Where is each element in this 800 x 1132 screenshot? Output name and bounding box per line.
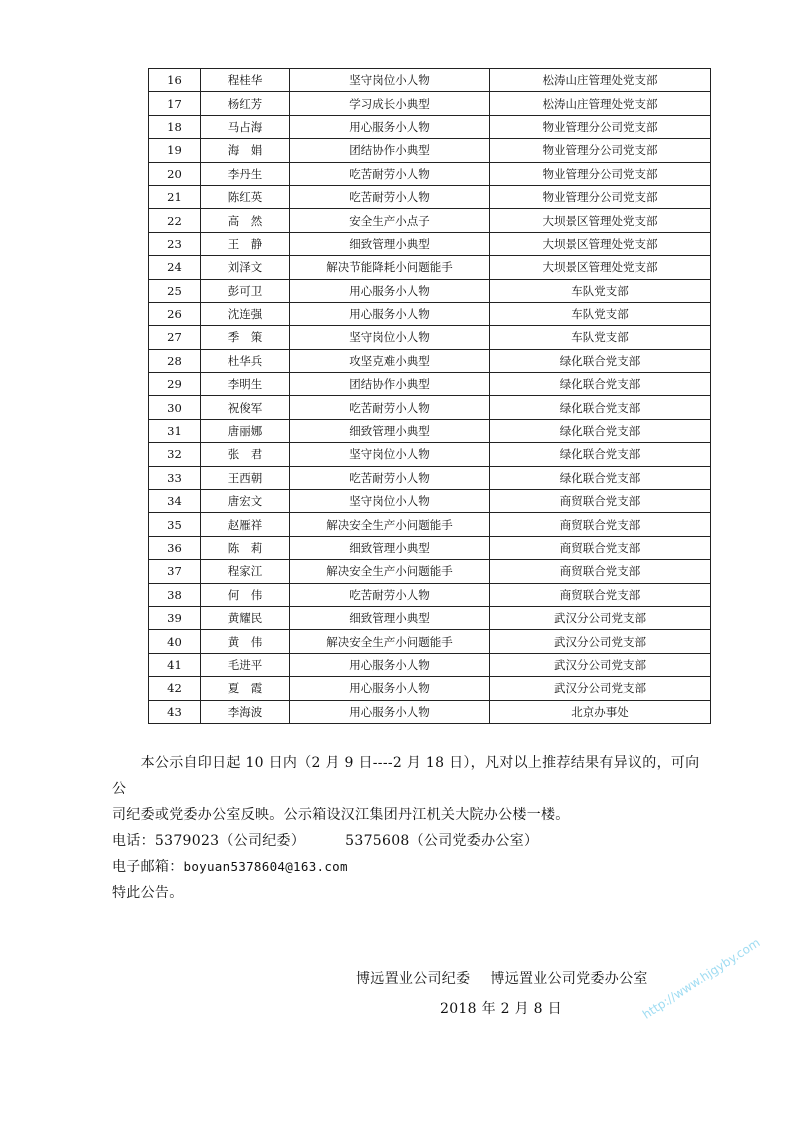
party-branch-cell: 北京办事处 (490, 700, 711, 723)
person-name-cell: 毛进平 (201, 653, 290, 676)
award-category-cell: 细致管理小典型 (290, 536, 490, 559)
party-branch-cell: 松涛山庄管理处党支部 (490, 92, 711, 115)
party-branch-cell: 商贸联合党支部 (490, 560, 711, 583)
person-name-cell: 黄 伟 (201, 630, 290, 653)
signature-discipline-committee: 博远置业公司纪委 (356, 971, 471, 987)
person-name-cell: 海 娟 (201, 139, 290, 162)
award-category-cell: 细致管理小典型 (290, 606, 490, 629)
row-number-cell: 38 (149, 583, 201, 606)
award-category-cell: 团结协作小典型 (290, 373, 490, 396)
row-number-cell: 34 (149, 490, 201, 513)
person-name-cell: 程桂华 (201, 69, 290, 92)
notice-line-2: 司纪委或党委办公室反映。公示箱设汉江集团丹江机关大院办公楼一楼。 (112, 807, 570, 823)
row-number-cell: 28 (149, 349, 201, 372)
person-name-cell: 唐宏文 (201, 490, 290, 513)
row-number-cell: 18 (149, 115, 201, 138)
person-name-cell: 杜华兵 (201, 349, 290, 372)
row-number-cell: 37 (149, 560, 201, 583)
table-row (149, 560, 711, 583)
table-row (149, 185, 711, 208)
row-number-cell: 17 (149, 92, 201, 115)
person-name-cell: 刘泽文 (201, 256, 290, 279)
signature-line (356, 968, 648, 988)
party-branch-cell: 商贸联合党支部 (490, 513, 711, 536)
award-category-cell: 吃苦耐劳小人物 (290, 162, 490, 185)
row-number-cell: 32 (149, 443, 201, 466)
table-row (149, 700, 711, 723)
person-name-cell: 马占海 (201, 115, 290, 138)
email-line (112, 854, 712, 880)
table-row (149, 139, 711, 162)
table-row (149, 396, 711, 419)
table-row (149, 326, 711, 349)
email-label: 电子邮箱： (112, 859, 184, 875)
award-category-cell: 学习成长小典型 (290, 92, 490, 115)
award-category-cell: 用心服务小人物 (290, 677, 490, 700)
site-watermark: http://www.hjgyby.com (640, 935, 763, 1022)
table-row (149, 583, 711, 606)
party-branch-cell: 大坝景区管理处党支部 (490, 256, 711, 279)
row-number-cell: 26 (149, 302, 201, 325)
party-branch-cell: 商贸联合党支部 (490, 536, 711, 559)
person-name-cell: 李丹生 (201, 162, 290, 185)
row-number-cell: 16 (149, 69, 201, 92)
row-number-cell: 23 (149, 232, 201, 255)
table-row (149, 536, 711, 559)
table-row (149, 162, 711, 185)
award-category-cell: 用心服务小人物 (290, 302, 490, 325)
recommendation-table (148, 68, 711, 724)
party-branch-cell: 商贸联合党支部 (490, 583, 711, 606)
party-branch-cell: 绿化联合党支部 (490, 373, 711, 396)
party-branch-cell: 松涛山庄管理处党支部 (490, 69, 711, 92)
party-branch-cell: 商贸联合党支部 (490, 490, 711, 513)
table-body (149, 69, 711, 724)
person-name-cell: 唐丽娜 (201, 419, 290, 442)
table-row (149, 443, 711, 466)
party-branch-cell: 车队党支部 (490, 326, 711, 349)
row-number-cell: 35 (149, 513, 201, 536)
award-category-cell: 解决安全生产小问题能手 (290, 630, 490, 653)
person-name-cell: 彭可卫 (201, 279, 290, 302)
party-branch-cell: 武汉分公司党支部 (490, 677, 711, 700)
table-row (149, 349, 711, 372)
row-number-cell: 39 (149, 606, 201, 629)
award-category-cell: 用心服务小人物 (290, 700, 490, 723)
table-row (149, 302, 711, 325)
phone-line (112, 828, 712, 854)
row-number-cell: 36 (149, 536, 201, 559)
table-row (149, 653, 711, 676)
award-category-cell: 安全生产小点子 (290, 209, 490, 232)
party-branch-cell: 绿化联合党支部 (490, 349, 711, 372)
award-category-cell: 用心服务小人物 (290, 115, 490, 138)
table-row (149, 69, 711, 92)
person-name-cell: 赵雁祥 (201, 513, 290, 536)
party-branch-cell: 物业管理分公司党支部 (490, 115, 711, 138)
person-name-cell: 王西朝 (201, 466, 290, 489)
award-category-cell: 细致管理小典型 (290, 232, 490, 255)
person-name-cell: 李海波 (201, 700, 290, 723)
table-row (149, 677, 711, 700)
award-category-cell: 解决节能降耗小问题能手 (290, 256, 490, 279)
person-name-cell: 杨红芳 (201, 92, 290, 115)
person-name-cell: 张 君 (201, 443, 290, 466)
party-branch-cell: 武汉分公司党支部 (490, 653, 711, 676)
person-name-cell: 何 伟 (201, 583, 290, 606)
party-branch-cell: 武汉分公司党支部 (490, 630, 711, 653)
party-branch-cell: 车队党支部 (490, 302, 711, 325)
person-name-cell: 黄耀民 (201, 606, 290, 629)
party-branch-cell: 大坝景区管理处党支部 (490, 209, 711, 232)
table-row (149, 256, 711, 279)
table-row (149, 490, 711, 513)
table-row (149, 419, 711, 442)
party-branch-cell: 大坝景区管理处党支部 (490, 232, 711, 255)
issue-date: 2018 年 2 月 8 日 (440, 1001, 562, 1017)
award-category-cell: 坚守岗位小人物 (290, 69, 490, 92)
party-branch-cell: 绿化联合党支部 (490, 443, 711, 466)
notice-text (112, 750, 712, 906)
row-number-cell: 21 (149, 185, 201, 208)
row-number-cell: 40 (149, 630, 201, 653)
award-category-cell: 坚守岗位小人物 (290, 443, 490, 466)
table-row (149, 630, 711, 653)
table-row (149, 466, 711, 489)
email-address: boyuan5378604@163.com (183, 859, 348, 874)
award-category-cell: 攻坚克难小典型 (290, 349, 490, 372)
award-category-cell: 用心服务小人物 (290, 653, 490, 676)
signature-party-office: 博远置业公司党委办公室 (490, 971, 648, 987)
person-name-cell: 王 静 (201, 232, 290, 255)
table-row (149, 92, 711, 115)
row-number-cell: 33 (149, 466, 201, 489)
table-row (149, 373, 711, 396)
party-branch-cell: 物业管理分公司党支部 (490, 185, 711, 208)
award-category-cell: 解决安全生产小问题能手 (290, 560, 490, 583)
award-category-cell: 解决安全生产小问题能手 (290, 513, 490, 536)
table-row (149, 279, 711, 302)
award-category-cell: 吃苦耐劳小人物 (290, 396, 490, 419)
phone-party-office: 5375608（公司党委办公室） (345, 833, 539, 849)
award-category-cell: 坚守岗位小人物 (290, 326, 490, 349)
notice-line-1: 本公示自印日起 10 日内（2 月 9 日----2 月 18 日），凡对以上推荐结果有异议的，可向公 (112, 755, 700, 797)
table-row (149, 115, 711, 138)
person-name-cell: 程家江 (201, 560, 290, 583)
award-category-cell: 吃苦耐劳小人物 (290, 583, 490, 606)
phone-label: 电话： (112, 833, 155, 849)
party-branch-cell: 物业管理分公司党支部 (490, 162, 711, 185)
row-number-cell: 19 (149, 139, 201, 162)
award-category-cell: 吃苦耐劳小人物 (290, 185, 490, 208)
party-branch-cell: 绿化联合党支部 (490, 396, 711, 419)
table-row (149, 232, 711, 255)
row-number-cell: 41 (149, 653, 201, 676)
award-category-cell: 吃苦耐劳小人物 (290, 466, 490, 489)
row-number-cell: 22 (149, 209, 201, 232)
party-branch-cell: 物业管理分公司党支部 (490, 139, 711, 162)
party-branch-cell: 绿化联合党支部 (490, 419, 711, 442)
row-number-cell: 31 (149, 419, 201, 442)
award-category-cell: 细致管理小典型 (290, 419, 490, 442)
person-name-cell: 陈红英 (201, 185, 290, 208)
row-number-cell: 27 (149, 326, 201, 349)
row-number-cell: 43 (149, 700, 201, 723)
row-number-cell: 42 (149, 677, 201, 700)
table-row (149, 606, 711, 629)
row-number-cell: 25 (149, 279, 201, 302)
row-number-cell: 20 (149, 162, 201, 185)
row-number-cell: 29 (149, 373, 201, 396)
row-number-cell: 30 (149, 396, 201, 419)
person-name-cell: 祝俊军 (201, 396, 290, 419)
person-name-cell: 沈连强 (201, 302, 290, 325)
award-category-cell: 坚守岗位小人物 (290, 490, 490, 513)
row-number-cell: 24 (149, 256, 201, 279)
party-branch-cell: 车队党支部 (490, 279, 711, 302)
person-name-cell: 高 然 (201, 209, 290, 232)
phone-discipline: 5379023（公司纪委） (154, 833, 306, 849)
person-name-cell: 李明生 (201, 373, 290, 396)
table-row (149, 513, 711, 536)
award-category-cell: 团结协作小典型 (290, 139, 490, 162)
person-name-cell: 夏 霞 (201, 677, 290, 700)
person-name-cell: 陈 莉 (201, 536, 290, 559)
person-name-cell: 季 策 (201, 326, 290, 349)
party-branch-cell: 武汉分公司党支部 (490, 606, 711, 629)
closing-text: 特此公告。 (112, 885, 184, 901)
table-row (149, 209, 711, 232)
award-category-cell: 用心服务小人物 (290, 279, 490, 302)
party-branch-cell: 绿化联合党支部 (490, 466, 711, 489)
